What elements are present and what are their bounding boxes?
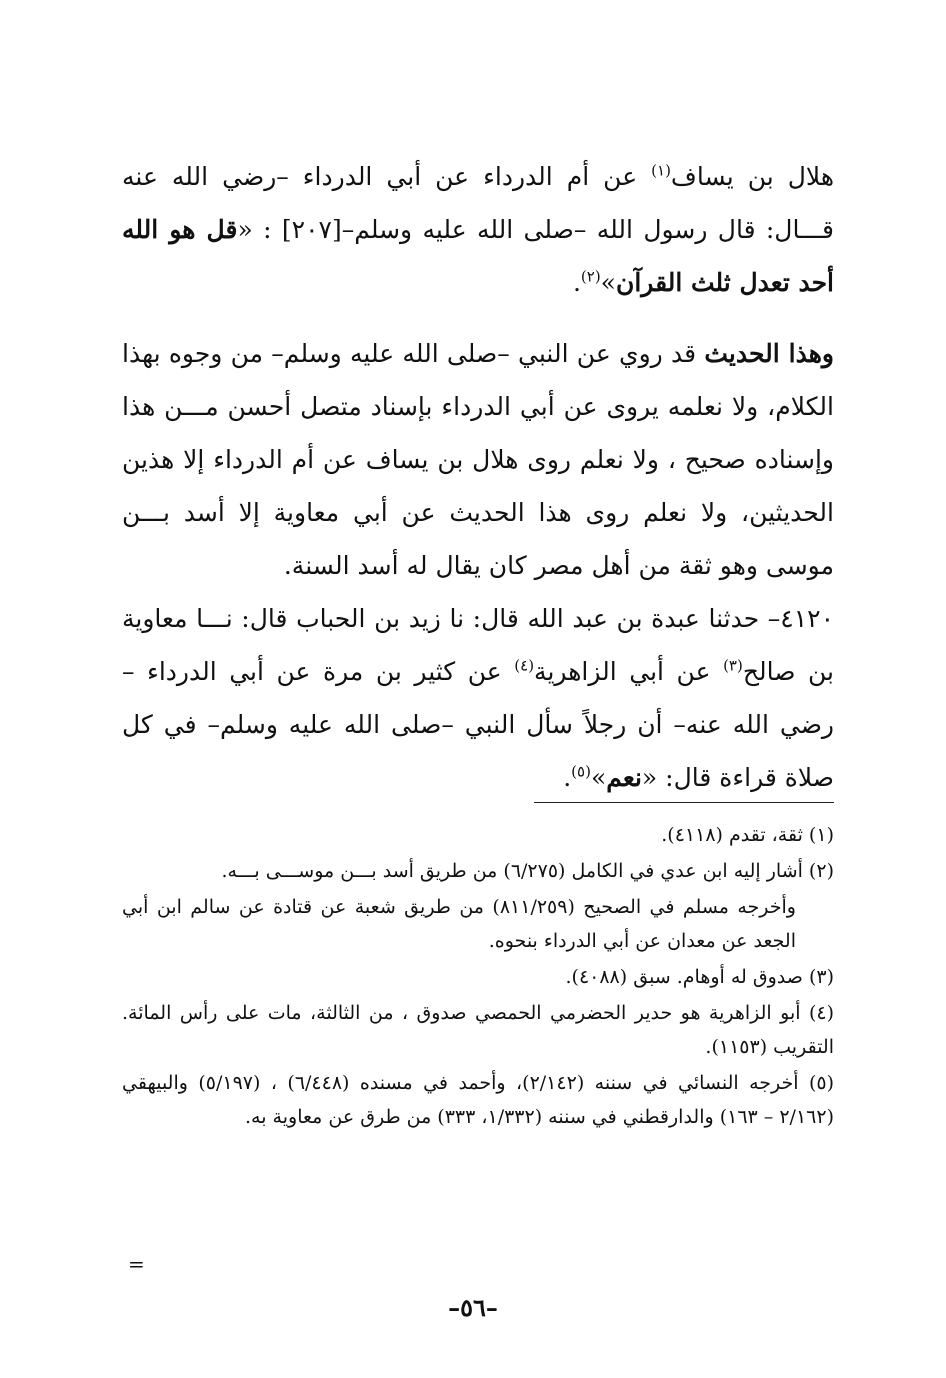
- footnote-1: (١) ثقة، تقدم (٤١١٨).: [661, 824, 834, 846]
- footnote-ref-2: (٢): [580, 267, 601, 286]
- footnote-4: (٤) أبو الزاهرية هو حدير الحضرمي الحمصي صدوق ، من الثالثة، مات على رأس المائة. التقريب (١١٥٣).: [122, 1002, 834, 1058]
- text-segment: .: [572, 268, 581, 297]
- footnote-2: (٢) أشار إليه ابن عدي في الكامل (٦/٢٧٥) من طريق أسد بـــن موســـى بـــه.: [221, 860, 834, 882]
- main-text: [122, 150, 834, 804]
- footnote-ref-5: (٥): [571, 762, 591, 781]
- footnote-divider: [534, 802, 834, 803]
- text-segment: هلال بن يساف: [670, 162, 834, 191]
- hadith-paragraph-2: [122, 592, 834, 804]
- hadith-matn: نعم: [606, 763, 642, 792]
- footnote-ref-1: (١): [651, 161, 671, 180]
- commentary-paragraph: [122, 327, 834, 592]
- footnote-3: (٣) صدوق له أوهام. سبق (٤٠٨٨).: [565, 966, 834, 988]
- footnote-ref-4: (٤): [514, 656, 535, 675]
- footnote-2-continued: وأخرجه مسلم في الصحيح (٨١١/٢٥٩) من طريق شعبة عن قتادة عن سالم ابن أبي الجعد عن معدان عن أبي الدرداء بنحوه.: [122, 896, 796, 952]
- page-number: –٥٦–: [448, 1293, 498, 1322]
- text-segment: »: [590, 763, 607, 792]
- text-segment: عن أبي الزاهرية: [534, 657, 724, 686]
- commentary-text: قد روي عن النبي –صلى الله عليه وسلم– من وجوه بهذا الكلام، ولا نعلمه يروى عن أبي الدرداء بإسناد متصل أحسن مـــن هذا وإسناده صحيح ، ولا نعلم روى هلال بن يساف عن أم الدرداء إلا هذين الحديثين، ولا نعلم روى هذا الحديث عن أبي معاوية إلا أسد بـــن موسى وهو ثقة من أهل مصر كان يقال له أسد السنة.: [122, 339, 834, 580]
- footnote-ref-3: (٣): [723, 656, 743, 675]
- equals-mark: =: [128, 1252, 145, 1276]
- footnote-5: (٥) أخرجه النسائي في سننه (٢/١٤٢)، وأحمد في مسنده (٦/٤٤٨) ، (٥/١٩٧) والبيهقي (٢/١٦٢ – ١٦٣) والدارقطني في سننه (١/٣٣٢، ٣٣٣) من طرق عن معاوية به.: [122, 1072, 834, 1128]
- footnotes: [122, 818, 834, 1136]
- text-segment: عن كثير بن مرة عن أبي الدرداء – رضي الله عنه– أن رجلاً سأل النبي –صلى الله عليه وسلم– في كل صلاة قراءة قال: «: [122, 657, 834, 792]
- text-segment: »: [600, 268, 616, 297]
- text-segment: عن أم الدرداء عن أبي الدرداء –رضي الله عنه قـــال: قال رسول الله –صلى الله عليه وسلم–[٢٠٧] : «: [122, 162, 835, 244]
- text-segment: .: [563, 763, 572, 792]
- hadith-matn: قل هو الله أحد تعدل ثلث القرآن: [122, 215, 834, 297]
- hadith-paragraph-1: [122, 150, 834, 309]
- text-segment: ٤١٢٠– حدثنا عبدة بن عبد الله قال: نا زيد بن الحباب قال: نـــا معاوية بن صالح: [122, 604, 834, 686]
- commentary-lead: وهذا الحديث: [704, 339, 835, 368]
